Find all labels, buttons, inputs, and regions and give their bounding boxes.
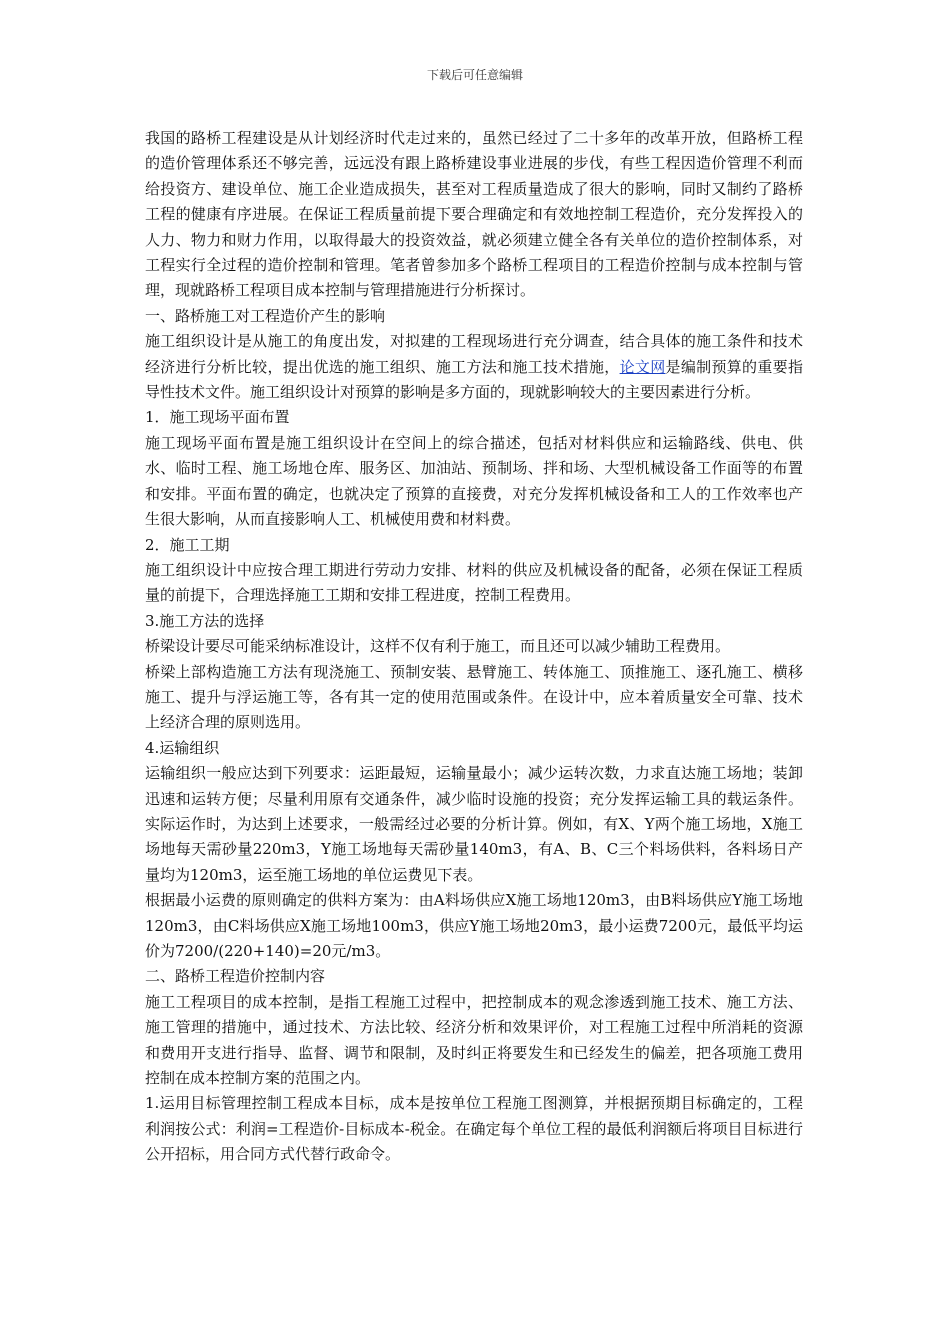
paragraph-text: 施工组织设计是从施工的角度出发，对拟建的工程现场进行充分调查，结合具体的施工条件和技术经济进行分析比较，提出优选的施工组织、施工方法和施工技术措施， bbox=[145, 332, 803, 376]
subheading-schedule: 2．施工工期 bbox=[145, 535, 230, 554]
paragraph-supply-plan: 根据最小运费的原则确定的供料方案为：由A料场供应X施工场地120m3，由B料场供应Y施工场地120m3，由C料场供应X施工场地100m3，供应Y施工场地20m3，最小运费7200元，最低平均运价为7200/(220+140)=20元/m3。 bbox=[145, 891, 803, 960]
paragraph-method-1: 桥梁设计要尽可能采纳标准设计，这样不仅有利于施工，而且还可以减少辅助工程费用。 bbox=[145, 637, 731, 656]
paragraph-method-2: 桥梁上部构造施工方法有现浇施工、预制安装、悬臂施工、转体施工、顶推施工、逐孔施工、横移施工、提升与浮运施工等，各有其一定的使用范围或条件。在设计中，应本着质量安全可靠、技术上经济合理的原则选用。 bbox=[145, 662, 803, 732]
paragraph-schedule: 施工组织设计中应按合理工期进行劳动力安排、材料的供应及机械设备的配备，必须在保证工程质量的前提下，合理选择施工工期和安排工程进度，控制工程费用。 bbox=[145, 560, 803, 605]
page-header: 下载后可任意编辑 bbox=[426, 68, 523, 82]
paragraph-site-layout: 施工现场平面布置是施工组织设计在空间上的综合描述，包括对材料供应和运输路线、供电、供水、临时工程、施工场地仓库、服务区、加油站、预制场、拌和场、大型机械设备工作面等的布置和安排。平面布置的确定，也就决定了预算的直接费，对充分发挥机械设备和工人的工作效率也产生很大影响，从而直接影响人工、机械使用费和材料费。 bbox=[145, 433, 803, 529]
paragraph-cost-control: 施工工程项目的成本控制，是指工程施工过程中，把控制成本的观念渗透到施工技术、施工方法、施工管理的措施中，通过技术、方法比较、经济分析和效果评价，对工程施工过程中所消耗的资源和费用开支进行指导、监督、调节和限制，及时纠正将要发生和已经发生的偏差，把各项施工费用控制在成本控制方案的范围之内。 bbox=[145, 992, 803, 1088]
paragraph-organization-design bbox=[145, 329, 803, 405]
document-body bbox=[145, 126, 803, 1168]
lunwen-link[interactable]: 论文网 bbox=[619, 357, 666, 376]
subheading-method: 3.施工方法的选择 bbox=[145, 611, 265, 630]
paragraph-intro: 我国的路桥工程建设是从计划经济时代走过来的，虽然已经过了二十多年的改革开放，但路桥工程的造价管理体系还不够完善，远远没有跟上路桥建设事业进展的步伐，有些工程因造价管理不利而给投资方、建设单位、施工企业造成损失，甚至对工程质量造成了很大的影响，同时又制约了路桥工程的健康有序进展。在保证工程质量前提下要合理确定和有效地控制工程造价，充分发挥投入的人力、物力和财力作用，以取得最大的投资效益，就必须建立健全各有关单位的造价控制体系，对工程实行全过程的造价控制和管理。笔者曾参加多个路桥工程项目的工程造价控制与成本控制与管理，现就路桥工程项目成本控制与管理措施进行分析探讨。 bbox=[145, 129, 803, 300]
subheading-site-layout: 1．施工现场平面布置 bbox=[145, 408, 290, 427]
paragraph-text: 是编制预算的重要指导性技术文件。施工组织设计对预算的影响是多方面的，现就影响较大的主要因素进行分析。 bbox=[145, 357, 803, 402]
subheading-transport: 4.运输组织 bbox=[145, 738, 220, 757]
paragraph-transport: 运输组织一般应达到下列要求：运距最短，运输量最小；减少运转次数，力求直达施工场地；装卸迅速和运转方便；尽量利用原有交通条件，减少临时设施的投资；充分发挥运输工具的载运条件。实际运作时，为达到上述要求，一般需经过必要的分析计算。例如，有X、Y两个施工场地，X施工场地每天需砂量220m3，Y施工场地每天需砂量140m3，有A、B、C三个料场供料，各料场日产量均为120m3，运至施工场地的单位运费见下表。 bbox=[145, 764, 803, 884]
paragraph-target-management: 1.运用目标管理控制工程成本目标，成本是按单位工程施工图测算，并根据预期目标确定的，工程利润按公式：利润=工程造价-目标成本-税金。在确定每个单位工程的最低利润额后将项目目标进行公开招标，用合同方式代替行政命令。 bbox=[145, 1094, 803, 1164]
section-heading-2: 二、路桥工程造价控制内容 bbox=[145, 967, 326, 986]
section-heading-1: 一、路桥施工对工程造价产生的影响 bbox=[145, 306, 386, 325]
